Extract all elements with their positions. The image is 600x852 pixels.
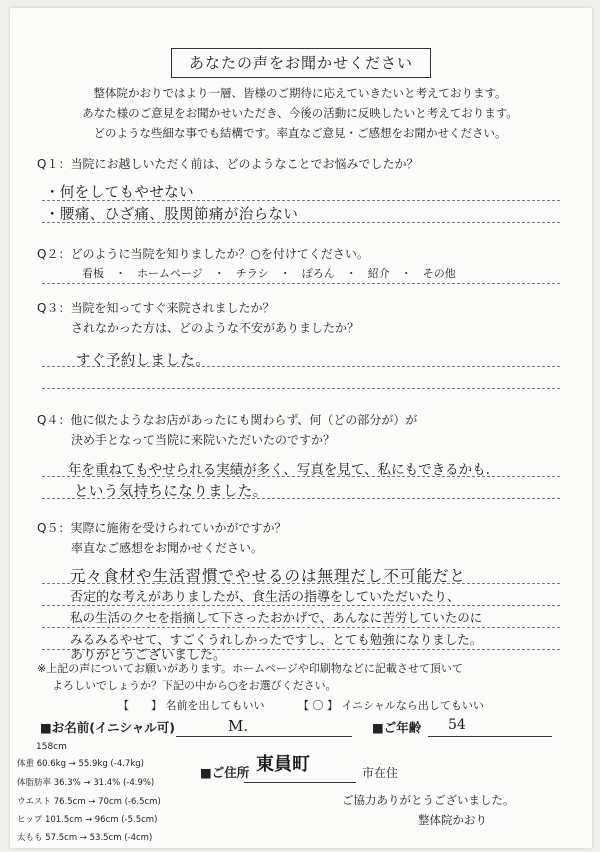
intro-line-1: 整体院かおりではより一層、皆様のご期待に応えていきたいと考えております。 bbox=[93, 86, 507, 100]
q3-answer: すぐ予約しました。 bbox=[76, 353, 211, 369]
answer-line bbox=[42, 388, 560, 389]
answer-line bbox=[42, 283, 560, 284]
consent-option-1-label: 名前を出してもいい bbox=[165, 699, 265, 712]
measure-label: ヒップ bbox=[17, 815, 43, 825]
name-value[interactable]: M. bbox=[228, 717, 249, 735]
consent-line-1: ※上記の声についてお願いがあります。ホームページや印刷物などに記載させて頂いて bbox=[37, 662, 463, 675]
measure-value: 101.5cm → 96cm (-5.5cm) bbox=[44, 815, 158, 825]
address-label: ■ご住所 bbox=[200, 765, 250, 780]
q4-question-1: Q４：他に似たようなお店があったにも関わらず、何（どの部分が）が bbox=[37, 413, 418, 427]
measure-row bbox=[17, 757, 144, 769]
q5-answer-3: 私の生活のクセを指摘して下さったおかげで、あんなに苦労していたのに bbox=[70, 610, 483, 625]
q2-question: Q２：どのように当院を知りましたか？○を付けてください。 bbox=[37, 247, 369, 261]
q2-options: 看板 ・ ホームページ ・ チラシ ・ ぽろん ・ 紹介 ・ その他 bbox=[82, 267, 456, 280]
q5-answer-1: 元々食材や生活習慣でやせるのは無理だし不可能だと bbox=[70, 567, 467, 585]
age-underline bbox=[428, 736, 552, 737]
answer-line bbox=[42, 627, 560, 628]
name-label: ■お名前(イニシャル可) bbox=[40, 720, 175, 735]
measure-row bbox=[17, 776, 154, 788]
age-value[interactable]: 54 bbox=[448, 717, 466, 733]
measure-label: 体脂肪率 bbox=[17, 778, 52, 788]
measure-label: 太もも bbox=[17, 833, 43, 843]
q5-answer-4: みるみるやせて、すごくうれしかったですし、とても勉強になりました。 bbox=[70, 632, 483, 647]
measure-value: 76.5cm → 70cm (-6.5cm) bbox=[53, 797, 161, 807]
measure-label: 体重 bbox=[17, 759, 35, 769]
thanks-text: ご協力ありがとうございました。 bbox=[342, 793, 515, 807]
consent-option-2[interactable] bbox=[298, 697, 484, 714]
q4-answer-2: という気持ちになりました。 bbox=[74, 484, 268, 500]
q1-answer-2: ・腰痛、ひざ痛、股関節痛が治らない bbox=[45, 207, 299, 223]
name-underline bbox=[176, 736, 352, 737]
q4-answer-1: 年を重ねてもやせられる実績が多く、写真を見て、私にもできるかも. bbox=[68, 462, 490, 478]
q5-answer-2: 否定的な考えがありましたが、食生活の指導をしていただいたり、 bbox=[70, 590, 461, 605]
q1-answer-1: ・何をしてもやせない bbox=[45, 185, 194, 201]
address-underline bbox=[244, 782, 356, 783]
measure-label: ウエスト bbox=[17, 797, 52, 807]
answer-line bbox=[42, 605, 560, 606]
address-suffix: 市在住 bbox=[362, 766, 399, 780]
q3-question-2: されなかった方は、どのような不安がありましたか？ bbox=[71, 321, 360, 335]
q4-question-2: 決め手となって当院に来院いただいたのですか？ bbox=[71, 433, 336, 447]
measure-value: 60.6kg → 55.9kg (-4.7kg) bbox=[36, 759, 144, 769]
address-value[interactable]: 東員町 bbox=[256, 754, 310, 775]
page-title: あなたの声をお聞かせください bbox=[171, 48, 431, 78]
consent-line-2: よろしいでしょうか？下記の中から○をお選びください。 bbox=[52, 679, 337, 692]
measure-value: 57.5cm → 53.5cm (-4cm) bbox=[45, 833, 153, 843]
height-value: 158cm bbox=[36, 742, 67, 752]
intro-line-2: あなた様のご意見をお聞かせいただき、今後の活動に反映したいと考えております。 bbox=[82, 106, 518, 120]
q5-question-2: 率直なご感想をお聞かせください。 bbox=[71, 541, 264, 555]
age-label: ■ご年齢 bbox=[372, 720, 422, 735]
intro-line-3: どのような些細な事でも結構です。率直なご意見・ご感想をお聞かせください。 bbox=[93, 126, 507, 140]
q5-answer-5: ありがとうございました。 bbox=[70, 648, 227, 663]
consent-option-1-mark: 【 】 bbox=[118, 699, 162, 712]
consent-option-2-mark: 【 〇 】 bbox=[298, 699, 338, 712]
measure-row bbox=[17, 813, 157, 825]
q1-question: Q１：当院にお越しいただく前は、どのようなことでお悩みでしたか？ bbox=[37, 157, 419, 171]
consent-option-1[interactable] bbox=[118, 697, 265, 714]
measure-row bbox=[17, 831, 152, 843]
measure-value: 36.3% → 31.4% (-4.9%) bbox=[53, 778, 155, 788]
q5-question-1: Q５：実際に施術を受けられていかがですか？ bbox=[37, 521, 287, 535]
clinic-name: 整体院かおり bbox=[418, 813, 487, 827]
consent-option-2-label: イニシャルなら出してもいい bbox=[341, 699, 484, 712]
q3-question-1: Q３：当院を知ってすぐ来院されましたか？ bbox=[37, 301, 275, 315]
measure-row bbox=[17, 795, 161, 807]
